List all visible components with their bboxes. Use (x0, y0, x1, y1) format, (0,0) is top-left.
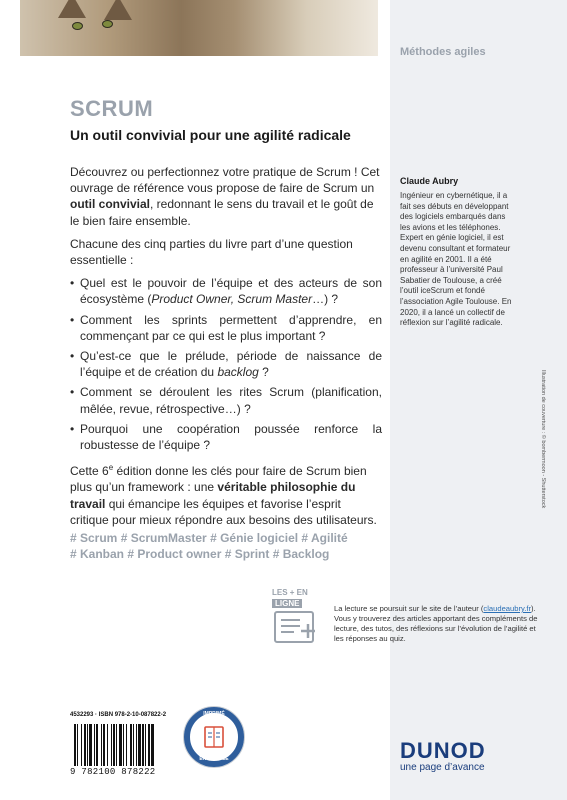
description-block (70, 164, 382, 535)
author-site-link[interactable]: claudeaubry.fr (483, 604, 531, 613)
barcode-bars (74, 724, 176, 766)
publisher-tagline: une page d’avance (400, 762, 485, 773)
cat-eye-right (102, 20, 113, 28)
cover-photo-cat (20, 0, 378, 56)
document-add-icon (272, 610, 320, 646)
cat-ear-left (58, 0, 86, 18)
cover-credit: Illustration de couverture : © bombermoon - Shutterstock (540, 370, 546, 509)
cat-ear-right (104, 0, 132, 20)
isbn-code-line: 4532293 · ISBN 978-2-10-087822-2 (70, 712, 167, 718)
online-extras (268, 586, 544, 648)
list-item: • Qu’est-ce que le prélude, période de naissance de l’équipe et de création du backlog ? (70, 349, 382, 380)
hashtag-line-2: # Kanban # Product owner # Sprint # Backlog (70, 547, 330, 561)
list-item: • Comment les sprints permettent d’apprendre, en commençant par ce qui est le plus important ? (70, 312, 382, 343)
list-item: • Comment se déroulent les rites Scrum (planification, mêlée, revue, rétrospective…) ? (70, 385, 382, 416)
book-title: SCRUM (70, 96, 154, 121)
publisher-logo: DUNOD (400, 738, 486, 763)
category-label: Méthodes agiles (400, 46, 486, 58)
printed-in-france-seal (183, 706, 245, 768)
author-name: Claude Aubry (400, 176, 459, 186)
cat-eye-left (72, 22, 83, 30)
hashtags (70, 530, 390, 562)
description-conclusion: Cette 6e édition donne les clés pour faire de Scrum bien plus qu’un framework : une véritable philosophie du travail qui émancipe les équipes et favorise l’esprit critique pour mieux répondre aux besoins des utilisateurs. (70, 463, 377, 527)
author-bio: Ingénieur en cybernétique, il a fait ses débuts en développant des logiciels embarqués dans les avions et les téléphones. Expert en génie logiciel, il est devenu consultant et formateur en agilité en 2001. Il a été professeur à l’université Paul Sabatier de Toulouse, a créé l’outil iceScrum et fondé l’association Agile Toulouse. En 2020, il a lancé un collectif de réflexion sur l’agilité radicale. (400, 191, 512, 328)
seal-bottom-text: EN FRANCE (199, 756, 229, 762)
barcode (70, 712, 178, 780)
description-question-intro: Chacune des cinq parties du livre part d’une question essentielle : (70, 236, 353, 268)
online-extras-text: La lecture se poursuit sur le site de l’auteur (claudeaubry.fr). Vous y trouverez des articles apportant des compléments de lecture, des tutos, des réflexions sur l’évolution de l’agilité et les réponses au quiz. (334, 604, 538, 643)
list-item: • Pourquoi une coopération poussée renforce la robustesse de l’équipe ? (70, 421, 382, 453)
seal-top-text: IMPRIMÉ (203, 711, 225, 717)
book-subtitle: Un outil convivial pour une agilité radicale (70, 127, 351, 143)
barcode-digits: 9 782100 878222 (70, 767, 156, 777)
hashtag-line-1: # Scrum # ScrumMaster # Génie logiciel # Agilité (70, 531, 348, 545)
question-list (70, 275, 382, 453)
list-item: • Quel est le pouvoir de l’équipe et des acteurs de son écosystème (Product Owner, Scrum Master…) ? (70, 276, 382, 307)
description-intro: Découvrez ou perfectionnez votre pratique de Scrum ! Cet ouvrage de référence vous propose de faire de Scrum un outil convivial, redonnant le sens du travail et le goût de le bien faire ensemble. (70, 165, 380, 228)
online-badge: LES + EN LIGNE (268, 586, 324, 648)
